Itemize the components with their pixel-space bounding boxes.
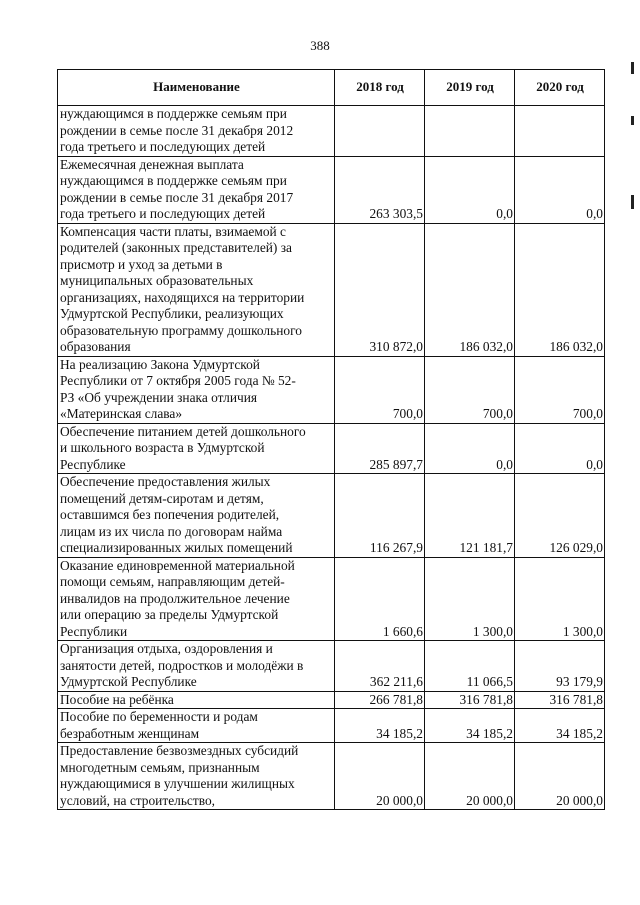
row-name-line: Ежемесячная денежная выплата	[60, 156, 244, 172]
row-name	[58, 474, 335, 558]
row-name-line: образования	[60, 339, 131, 354]
table-row	[58, 474, 605, 558]
value-2018: 266 781,8	[335, 691, 425, 709]
value-2020: 186 032,0	[515, 223, 605, 356]
budget-table	[57, 69, 605, 810]
scan-edge-mark	[631, 116, 634, 125]
value-2020: 20 000,0	[515, 743, 605, 810]
row-name-line: Компенсация части платы, взимаемой с	[60, 223, 286, 239]
value-2019: 20 000,0	[425, 743, 515, 810]
row-name-line: года третьего и последующих детей	[60, 139, 266, 154]
value-2019: 316 781,8	[425, 691, 515, 709]
row-name-line: Пособие по беременности и родам	[60, 709, 258, 724]
value-2018: 700,0	[335, 356, 425, 423]
value-2019: 0,0	[425, 156, 515, 223]
row-name-line: помощи семьям, направляющим детей-	[60, 574, 285, 589]
row-name	[58, 691, 335, 709]
value-2020: 1 300,0	[515, 557, 605, 641]
row-name-line: многодетным семьям, признанным	[60, 759, 260, 775]
value-2020: 93 179,9	[515, 641, 605, 692]
row-name-line: Пособие на ребёнка	[60, 691, 174, 707]
row-name-line: или операцию за пределы Удмуртской	[60, 607, 279, 622]
value-2018: 263 303,5	[335, 156, 425, 223]
row-name-line: Республики	[60, 623, 128, 639]
table-body	[58, 106, 605, 810]
row-name	[58, 223, 335, 356]
row-name-line: занятости детей, подростков и молодёжи в	[60, 657, 304, 673]
value-2019: 186 032,0	[425, 223, 515, 356]
row-name-line: родителей (законных представителей) за	[60, 240, 292, 255]
table-row	[58, 691, 605, 709]
row-name	[58, 423, 335, 474]
value-2020	[515, 106, 605, 157]
row-name-line: Обеспечение питанием детей дошкольного	[60, 423, 306, 439]
table-row	[58, 709, 605, 743]
row-name-line: условий, на строительство,	[60, 792, 215, 808]
row-name	[58, 156, 335, 223]
value-2018: 310 872,0	[335, 223, 425, 356]
row-name-line: Предоставление безвозмездных субсидий	[60, 743, 299, 758]
row-name-line: Оказание единовременной материальной	[60, 557, 295, 573]
value-2018	[335, 106, 425, 157]
row-name-line: оставшимся без попечения родителей,	[60, 507, 280, 522]
row-name	[58, 641, 335, 692]
value-2019: 11 066,5	[425, 641, 515, 692]
table-row	[58, 423, 605, 474]
table-row	[58, 743, 605, 810]
value-2020: 34 185,2	[515, 709, 605, 743]
value-2020: 316 781,8	[515, 691, 605, 709]
row-name-line: На реализацию Закона Удмуртской	[60, 356, 260, 372]
page-number: 388	[310, 38, 330, 53]
value-2020: 0,0	[515, 423, 605, 474]
row-name-line: присмотр и уход за детьми в	[60, 256, 223, 272]
row-name-line: года третьего и последующих детей	[60, 206, 266, 221]
header-name: Наименование	[58, 70, 335, 106]
row-name-line: муниципальных образовательных	[60, 273, 254, 288]
row-name-line: Удмуртской Республики, реализующих	[60, 306, 284, 321]
row-name-line: лицам из их числа по договорам найма	[60, 523, 283, 539]
row-name	[58, 743, 335, 810]
value-2018: 116 267,9	[335, 474, 425, 558]
row-name-line: специализированных жилых помещений	[60, 540, 293, 555]
value-2018: 1 660,6	[335, 557, 425, 641]
table-row	[58, 356, 605, 423]
row-name	[58, 356, 335, 423]
row-name-line: и школьного возраста в Удмуртской	[60, 440, 265, 455]
value-2019: 0,0	[425, 423, 515, 474]
row-name-line: Организация отдыха, оздоровления и	[60, 641, 273, 656]
value-2020: 700,0	[515, 356, 605, 423]
table-row	[58, 106, 605, 157]
row-name-line: Обеспечение предоставления жилых	[60, 474, 271, 489]
row-name-line: нуждающимся в поддержке семьям при	[60, 173, 287, 188]
value-2020: 126 029,0	[515, 474, 605, 558]
row-name-line: рождении в семье после 31 декабря 2012	[60, 122, 294, 138]
value-2020: 0,0	[515, 156, 605, 223]
row-name-line: безработным женщинам	[60, 725, 200, 741]
row-name-line: «Материнская слава»	[60, 406, 183, 421]
header-2019: 2019 год	[425, 70, 515, 106]
row-name-line: Республики от 7 октября 2005 года № 52-	[60, 373, 296, 388]
value-2019: 1 300,0	[425, 557, 515, 641]
value-2019: 34 185,2	[425, 709, 515, 743]
row-name-line: рождении в семье после 31 декабря 2017	[60, 189, 294, 205]
header-2020: 2020 год	[515, 70, 605, 106]
value-2018: 285 897,7	[335, 423, 425, 474]
table-row	[58, 641, 605, 692]
value-2019: 700,0	[425, 356, 515, 423]
row-name-line: РЗ «Об учреждении знака отличия	[60, 389, 258, 405]
row-name-line: Республике	[60, 456, 126, 472]
row-name-line: инвалидов на продолжительное лечение	[60, 590, 290, 606]
row-name-line: нуждающимися в улучшении жилищных	[60, 776, 295, 791]
value-2019	[425, 106, 515, 157]
row-name-line: Удмуртской Республике	[60, 674, 197, 689]
value-2018: 20 000,0	[335, 743, 425, 810]
scan-edge-mark	[631, 195, 634, 209]
row-name	[58, 709, 335, 743]
scan-edge-mark	[631, 62, 634, 74]
value-2018: 34 185,2	[335, 709, 425, 743]
table-row	[58, 223, 605, 356]
row-name-line: образовательную программу дошкольного	[60, 322, 302, 338]
row-name-line: организациях, находящихся на территории	[60, 289, 305, 305]
row-name	[58, 557, 335, 641]
row-name	[58, 106, 335, 157]
table-header-row	[58, 70, 605, 106]
value-2019: 121 181,7	[425, 474, 515, 558]
table-row	[58, 557, 605, 641]
table-row	[58, 156, 605, 223]
row-name-line: нуждающимся в поддержке семьям при	[60, 106, 287, 121]
header-2018: 2018 год	[335, 70, 425, 106]
value-2018: 362 211,6	[335, 641, 425, 692]
row-name-line: помещений детям-сиротам и детям,	[60, 490, 264, 506]
